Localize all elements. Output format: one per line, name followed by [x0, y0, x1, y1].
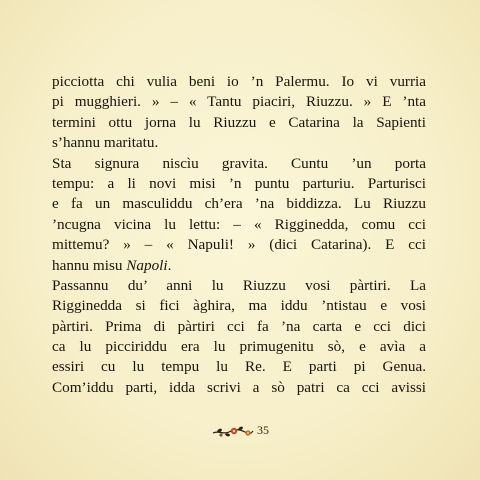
text-line: termini ottu jorna lu Riuzzu e Catarina la Sapienti — [52, 113, 426, 131]
text-line: pàrtiri. Prima di pàrtiri cci fa ’na carta e cci dici — [52, 317, 426, 335]
text-line: ’ncugna vicina lu lettu: – « Rigginedda, comu cci — [52, 215, 426, 233]
text-line: ca lu picciriddu era lu primugenitu sò, e avìa a — [52, 338, 426, 356]
page-number: 35 — [257, 422, 269, 437]
text-line: picciotta chi vulia beni io ’n Palermu. Io vi vurria — [52, 73, 426, 90]
text-line — [52, 256, 426, 276]
page-footer — [0, 418, 480, 442]
text-line: Passannu du’ anni lu Riuzzu vosi pàrtiri. La — [52, 276, 426, 294]
text-line: e fa un masculiddu ch’era ’na biddizza. Lu Riuzzu — [52, 195, 426, 213]
floral-vine-icon — [211, 421, 255, 439]
text-line: pi mugghieri. » – « Tantu piaciri, Riuzzu. » E ’nta — [52, 93, 426, 111]
text-line: tempu: a li novi misi ’n puntu parturiu. Parturisci — [52, 174, 426, 192]
text-line: Com’iddu parti, idda scrivi a sò patri ca cci avissi — [52, 378, 426, 396]
italic-term: Napoli — [126, 256, 168, 274]
text-line: Rigginedda si fici àghira, ma iddu ’ntistau e vosi — [52, 297, 426, 315]
text-line: Sta signura niscìu gravita. Cuntu ’un porta — [52, 154, 426, 172]
text-fragment: . — [167, 256, 172, 274]
text-fragment: hannu misu — [52, 256, 127, 274]
text-line: essiri cu lu tempu lu Re. E parti pi Genua. — [52, 358, 426, 376]
page-body — [52, 72, 426, 398]
text-line: s’hannu maritatu. — [52, 134, 159, 152]
text-line: mittemu? » – « Napuli! » (dici Catarina). E cci — [52, 236, 426, 254]
